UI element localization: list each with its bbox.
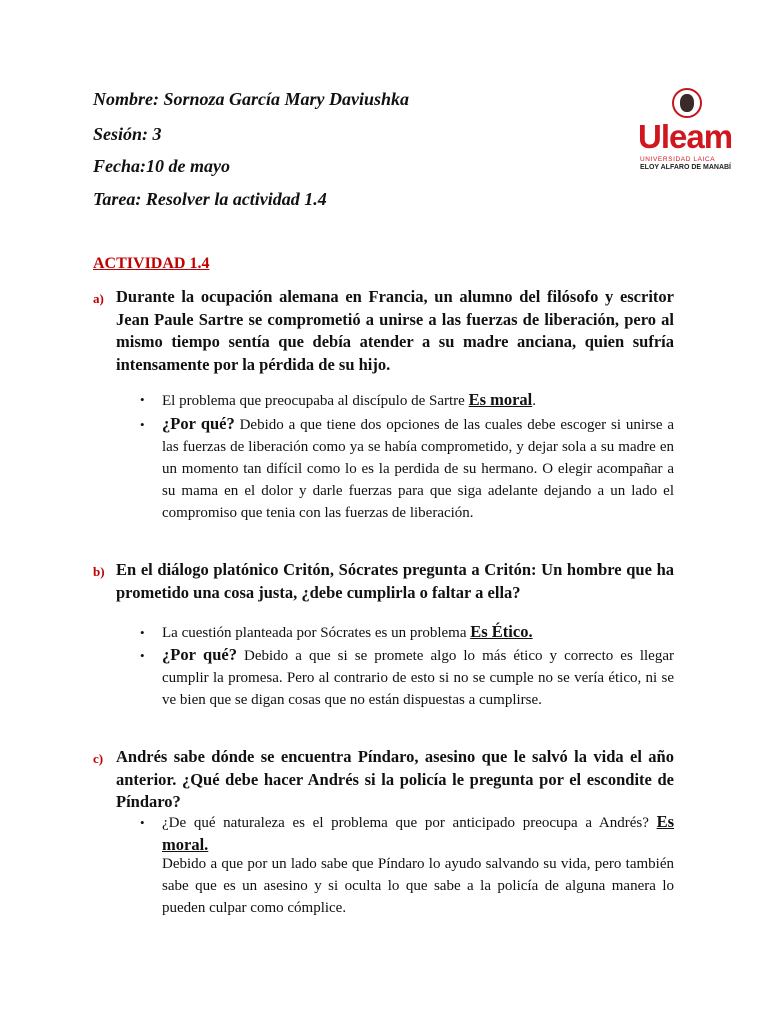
question-a-text: Durante la ocupación alemana en Francia, un alumno del filósofo y escritor Jean Paule Sartre se comprometió a unirse a las fuerzas de liberación, pero al mismo tiempo sentía que debía atender a su madre anciana, quien sufría intensamente por la pérdida de su hijo.: [116, 287, 674, 374]
question-c-explanation: Debido a que por un lado sabe que Píndaro lo ayudo salvando su vida, pero también sabe que es un asesino y si oculta lo que sabe a la policía de alguna manera lo pueden culpar como cómplice.: [162, 856, 674, 916]
question-b-text: En el diálogo platónico Critón, Sócrates pregunta a Critón: Un hombre que ha prometido una cosa justa, ¿debe cumplirla o faltar a ella?: [116, 560, 674, 602]
university-logo: [636, 86, 736, 182]
seal-icon: [672, 88, 702, 118]
bullet-icon: •: [140, 815, 145, 830]
bullet-icon: •: [140, 417, 145, 432]
bullet-icon: •: [140, 648, 145, 663]
question-c-marker: c): [93, 751, 104, 766]
answer-prefix: ¿De qué naturaleza es el problema que por anticipado preocupa a Andrés?: [162, 815, 657, 831]
why-label: ¿Por qué?: [162, 414, 235, 433]
answer-highlight: Es moral: [468, 390, 533, 409]
why-text: Debido a que tiene dos opciones de las cuales debe escoger si unirse a las fuerzas de liberación como ya se había comprometido, y dejar sola a su madre en un momento tan difícil como lo es la perdida de su hermano. O elegir acompañar a su mama en el dolor y darle fuerzas para que siga adelante dejando a un lado el compromiso que tenia con las fuerzas de liberación.: [162, 417, 674, 521]
activity-title: ACTIVIDAD 1.4: [93, 255, 210, 272]
question-c-text: Andrés sabe dónde se encuentra Píndaro, asesino que le salvó la vida el año anterior. ¿Qué debe hacer Andrés si la policía le pregunta por el escondite de Píndaro?: [116, 747, 674, 811]
bullet-icon: •: [140, 625, 145, 640]
question-a-marker: a): [93, 291, 104, 306]
task-line: Tarea: Resolver la actividad 1.4: [93, 189, 327, 209]
answer-highlight: Es Ético.: [470, 622, 533, 641]
why-label: ¿Por qué?: [162, 645, 237, 664]
answer-suffix: .: [532, 393, 537, 409]
bullet-icon: •: [140, 392, 145, 407]
session-number: Sesión: 3: [93, 124, 162, 144]
why-text: Debido a que si se promete algo lo más ético y correcto es llegar cumplir la promesa. Pero al contrario de esto si no se cumple no se vería ético, ni se ve bien que se digan cosas que no están dispuestas a cumplirse.: [162, 648, 674, 708]
question-a-why: [162, 413, 674, 524]
date-line: Fecha:10 de mayo: [93, 156, 230, 176]
logo-wordmark: Uleam: [638, 118, 733, 155]
question-a-answer: [162, 389, 674, 412]
question-b-marker: b): [93, 564, 105, 579]
answer-highlight: Es moral.: [162, 812, 674, 854]
question-c-answer: [162, 811, 674, 857]
student-name: Nombre: Sornoza García Mary Daviushka: [93, 89, 410, 109]
answer-prefix: La cuestión planteada por Sócrates es un problema: [162, 625, 471, 641]
answer-prefix: El problema que preocupaba al discípulo de Sartre: [162, 393, 469, 409]
question-b-answer: [162, 621, 674, 644]
question-b-why: [162, 644, 674, 711]
logo-subtitle-2: ELOY ALFARO DE MANABÍ: [640, 164, 732, 171]
logo-subtitle-1: UNIVERSIDAD LAICA: [640, 156, 716, 163]
